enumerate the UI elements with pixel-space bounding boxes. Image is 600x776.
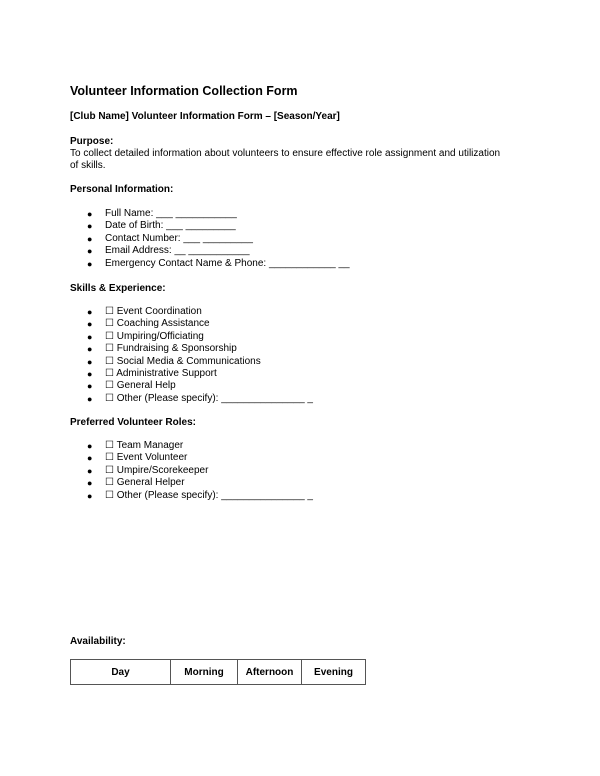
list-item: ● Emergency Contact Name & Phone: ____________ __ — [87, 257, 350, 269]
roles-list — [70, 440, 313, 502]
list-item: ● ☐ General Helper — [87, 477, 185, 489]
skills-list — [70, 306, 313, 405]
list-item: ● ☐ Social Media & Communications — [87, 355, 261, 367]
bullet-icon: ● — [87, 307, 93, 317]
list-item: ● ☐ General Help — [87, 380, 176, 392]
list-item: ● ☐ Event Volunteer — [87, 452, 188, 464]
list-item: ● Contact Number: ___ _________ — [87, 232, 253, 244]
list-item: ● ☐ Event Coordination — [87, 306, 202, 317]
bullet-icon: ● — [87, 319, 93, 330]
bullet-icon: ● — [87, 381, 93, 392]
bullet-icon: ● — [87, 233, 93, 244]
roles-heading: Preferred Volunteer Roles: — [70, 417, 196, 428]
purpose-text: To collect detailed information about volunteers to ensure effective role assignment and utilization of skills. — [70, 148, 501, 171]
column-header-day: Day — [71, 660, 171, 685]
bullet-icon: ● — [87, 441, 93, 451]
table-header-row — [71, 660, 366, 685]
personal-info-heading: Personal Information: — [70, 184, 174, 195]
list-item: ● ☐ Other (Please specify): _______________ _ — [87, 489, 313, 501]
bullet-icon: ● — [87, 356, 93, 367]
bullet-icon: ● — [87, 368, 93, 379]
purpose-heading: Purpose: — [70, 136, 114, 147]
availability-table — [70, 659, 366, 685]
bullet-icon: ● — [87, 490, 93, 501]
column-header-morning: Morning — [171, 660, 238, 685]
list-item: ● ☐ Umpiring/Officiating — [87, 330, 204, 342]
skills-heading: Skills & Experience: — [70, 283, 166, 294]
list-item: ● ☐ Umpire/Scorekeeper — [87, 464, 209, 476]
personal-info-list — [70, 208, 350, 270]
availability-heading: Availability: — [70, 636, 126, 647]
page-title: Volunteer Information Collection Form — [70, 84, 298, 98]
bullet-icon: ● — [87, 453, 93, 464]
bullet-icon: ● — [87, 246, 93, 257]
form-subtitle: [Club Name] Volunteer Information Form – [Season/Year] — [70, 111, 340, 122]
bullet-icon: ● — [87, 393, 93, 404]
list-item: ● ☐ Coaching Assistance — [87, 318, 210, 330]
list-item: ● ☐ Other (Please specify): _______________ _ — [87, 392, 313, 404]
list-item: ● Email Address: __ ___________ — [87, 245, 250, 257]
bullet-icon: ● — [87, 221, 93, 232]
bullet-icon: ● — [87, 209, 93, 219]
bullet-icon: ● — [87, 258, 93, 269]
list-item: ● Date of Birth: ___ _________ — [87, 220, 236, 232]
bullet-icon: ● — [87, 478, 93, 489]
column-header-afternoon: Afternoon — [238, 660, 302, 685]
bullet-icon: ● — [87, 465, 93, 476]
bullet-icon: ● — [87, 331, 93, 342]
column-header-evening: Evening — [302, 660, 366, 685]
list-item: ● ☐ Fundraising & Sponsorship — [87, 343, 237, 355]
bullet-icon: ● — [87, 344, 93, 355]
list-item: ● ☐ Administrative Support — [87, 367, 217, 379]
list-item: ● ☐ Team Manager — [87, 440, 184, 451]
list-item: ● Full Name: ___ ___________ — [87, 208, 237, 219]
